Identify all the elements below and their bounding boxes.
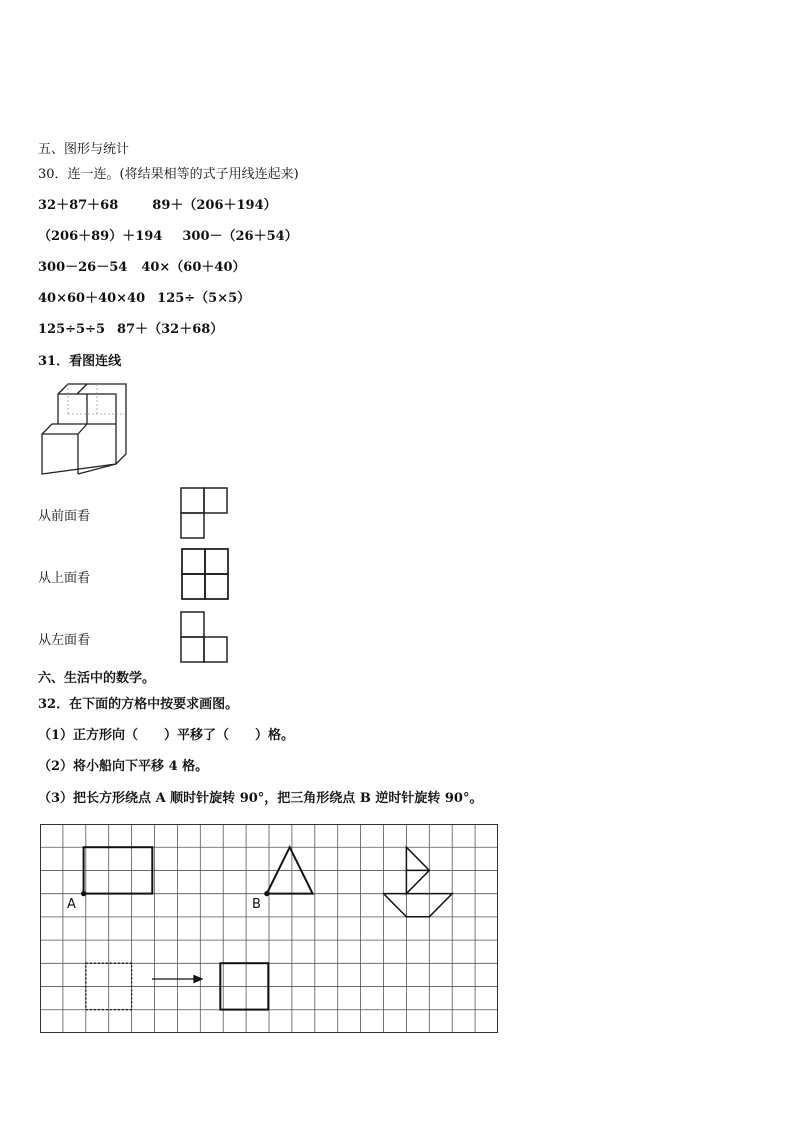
q30-row-3 bbox=[38, 259, 246, 277]
point-a-dot bbox=[81, 891, 86, 896]
view-option-1 bbox=[180, 487, 230, 539]
section5-title: 五、图形与统计 bbox=[38, 142, 130, 157]
q30-row-3-right: 40×（60＋40） bbox=[141, 260, 246, 275]
q32-item-2: （2）将小船向下平移 4 格。 bbox=[38, 759, 209, 774]
q32-item-1: （1）正方形向（ ）平移了（ ）格。 bbox=[38, 728, 295, 743]
view-label-front: 从前面看 bbox=[38, 509, 91, 524]
view-label-top: 从上面看 bbox=[38, 571, 91, 586]
q32-item-3: （3）把长方形绕点 A 顺时针旋转 90°，把三角形绕点 B 逆时针旋转 90°。 bbox=[38, 791, 483, 806]
view-label-left: 从左面看 bbox=[38, 633, 91, 648]
boat-shape bbox=[384, 847, 453, 917]
q30-row-1-left: 32＋87＋68 bbox=[38, 198, 119, 213]
q31-title: 31．看图连线 bbox=[38, 354, 122, 369]
q30-row-5-left: 125÷5÷5 bbox=[38, 322, 106, 337]
section6-title: 六、生活中的数学。 bbox=[38, 671, 156, 686]
q30-row-1 bbox=[38, 197, 277, 215]
cube-stack-figure bbox=[38, 380, 130, 478]
q32-title: 32．在下面的方格中按要求画图。 bbox=[38, 697, 239, 712]
point-b-dot bbox=[264, 891, 269, 896]
q30-row-1-right: 89＋（206＋194） bbox=[152, 198, 277, 213]
q30-row-4 bbox=[38, 290, 250, 308]
q30-row-5-right: 87＋（32＋68） bbox=[117, 322, 224, 337]
point-b-label: B bbox=[252, 897, 261, 912]
view-option-3 bbox=[180, 611, 230, 663]
drawing-grid bbox=[40, 824, 498, 1033]
q30-row-2 bbox=[38, 228, 298, 246]
q30-row-3-left: 300－26－54 bbox=[38, 260, 128, 275]
q30-row-2-left: （206＋89）＋194 bbox=[38, 229, 163, 244]
q30-row-5 bbox=[38, 321, 223, 339]
q30-row-2-right: 300－（26＋54） bbox=[182, 229, 298, 244]
view-option-2 bbox=[181, 548, 231, 600]
point-a-label: A bbox=[67, 897, 76, 912]
q30-title: 30．连一连。(将结果相等的式子用线连起来) bbox=[38, 167, 299, 182]
q30-row-4-right: 125÷（5×5） bbox=[157, 291, 251, 306]
q30-row-4-left: 40×60＋40×40 bbox=[38, 291, 146, 306]
